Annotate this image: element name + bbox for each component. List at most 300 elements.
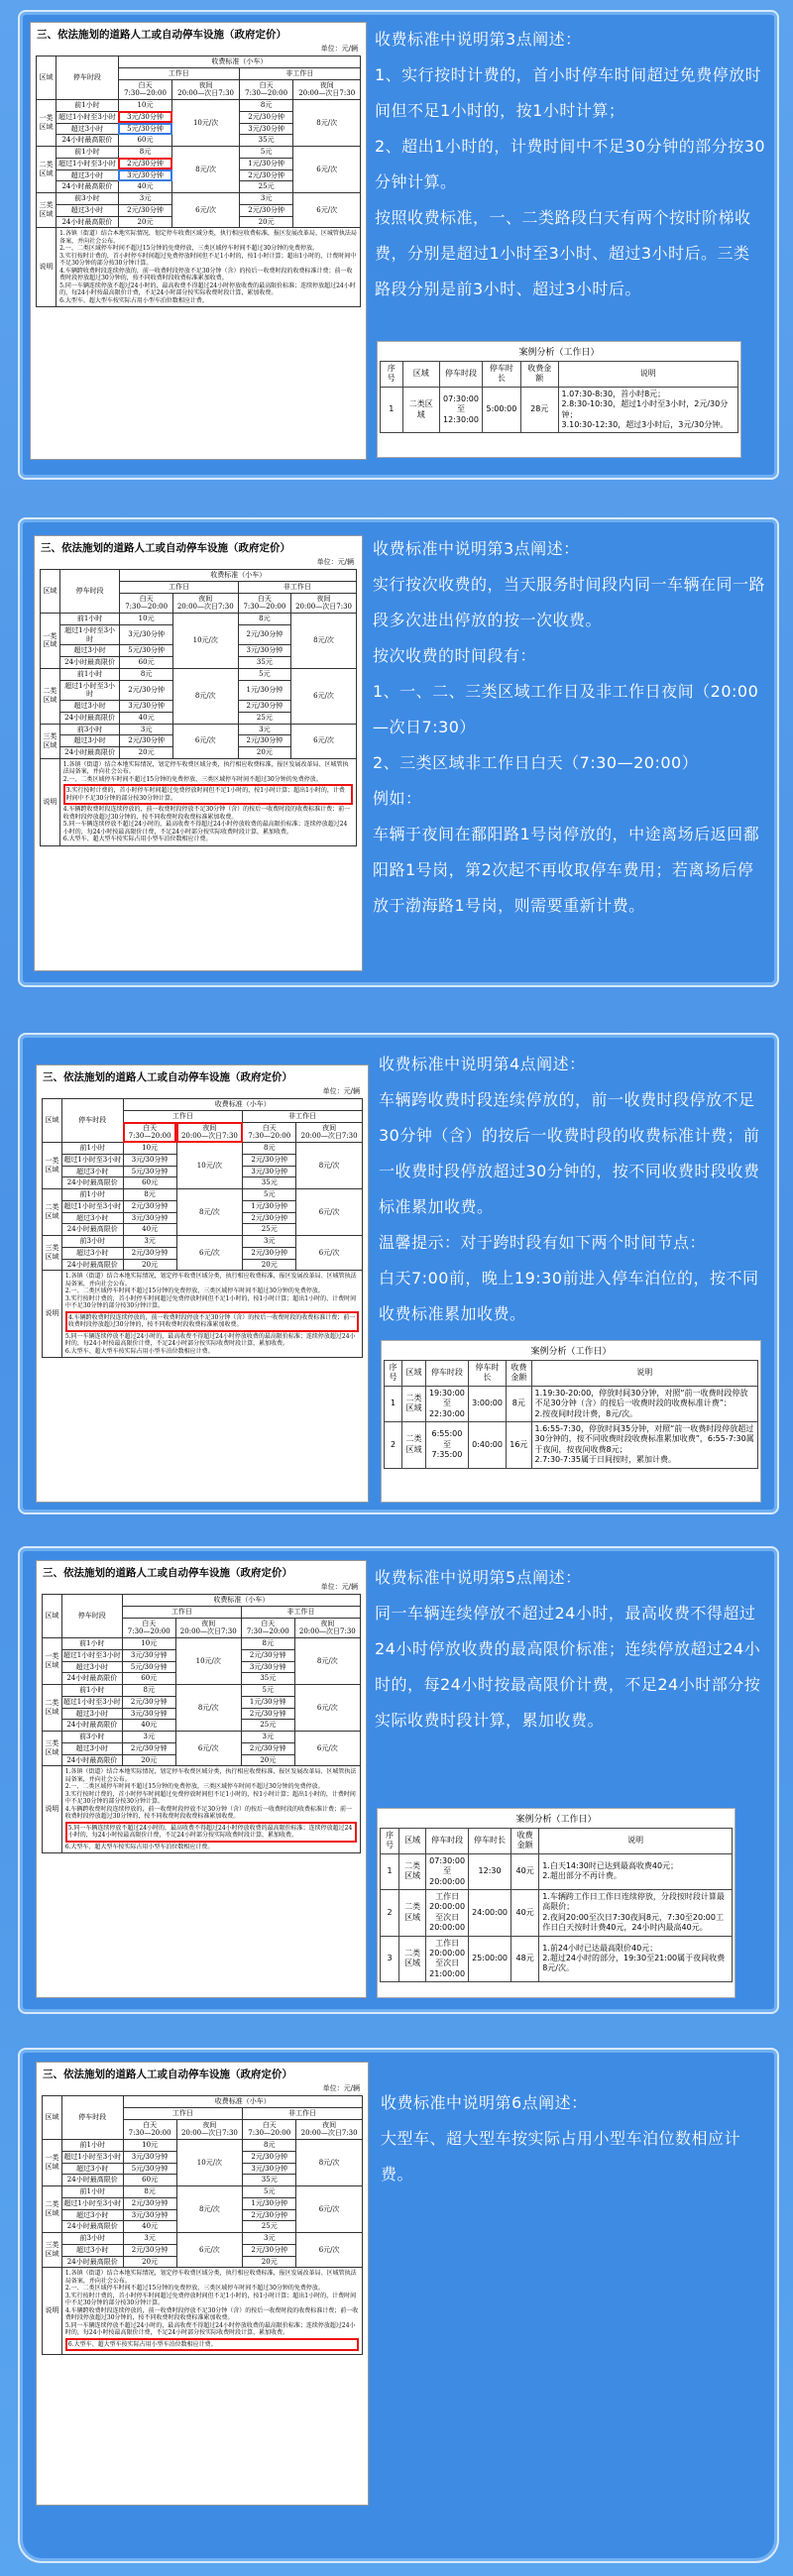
table-cell: 8元/次 xyxy=(296,2140,363,2186)
explanation-heading: 收费标准中说明第6点阐述： xyxy=(381,2093,588,2112)
table-cell: 2元/30分钟 xyxy=(120,735,172,747)
table-cell: 收费标准（小车） xyxy=(122,1595,360,1607)
doc-title: 三、依法施划的道路人工或自动停车设施（政府定价） xyxy=(37,29,286,41)
note-line: 6.大型车、超大型车按实际占用小型车泊位数相应计费。 xyxy=(65,2338,359,2352)
case-cell: 19:30:00 至 22:30:00 xyxy=(425,1386,468,1421)
table-cell: 夜间 20:00—次日7:30 xyxy=(294,1618,360,1638)
case-cell: 二类区域 xyxy=(399,1889,426,1936)
table-cell: 8元 xyxy=(123,2186,176,2198)
table-cell: 40元 xyxy=(120,712,172,724)
table-cell: 区域 xyxy=(43,1099,62,1143)
table-cell: 24小时最高限价 xyxy=(57,135,119,147)
table-cell: 2元/30分钟 xyxy=(123,1247,176,1259)
table-cell: 工作日 xyxy=(123,1110,243,1122)
table-cell: 区域 xyxy=(41,570,60,614)
case-cell: 28元 xyxy=(520,387,558,433)
explanation-text xyxy=(381,2085,767,2192)
table-cell: 说明 xyxy=(43,1271,62,1358)
table-cell: 35元 xyxy=(241,1673,294,1685)
table-cell: 3元/30分钟 xyxy=(123,2209,176,2221)
table-cell: 白天 7:30—20:00 xyxy=(243,2119,296,2140)
table-cell: 20元 xyxy=(120,747,172,759)
case-cell: 二类区域 xyxy=(402,387,440,433)
table-cell: 8元/次 xyxy=(291,614,357,669)
fee-document xyxy=(36,1560,367,1998)
table-cell: 三类区域 xyxy=(41,724,60,758)
table-cell: 停车时段 xyxy=(61,1099,123,1143)
table-cell: 10元/次 xyxy=(175,1638,241,1685)
table-cell: 二类区域 xyxy=(43,1189,62,1236)
table-cell: 超过3小时 xyxy=(61,2244,123,2256)
table-cell: 3元 xyxy=(239,193,293,205)
table-cell: 超过1小时至3小时 xyxy=(61,1696,122,1708)
table-cell: 8元/次 xyxy=(294,1638,360,1685)
table-cell: 2元/30分钟 xyxy=(243,2151,296,2163)
table-cell: 区域 xyxy=(43,1595,62,1638)
table-cell: 10元/次 xyxy=(172,100,240,147)
notes-cell xyxy=(61,1766,360,1853)
table-cell: 前3小时 xyxy=(61,2233,123,2245)
case-cell: 07:30:00 至 20:00:00 xyxy=(426,1853,469,1889)
note-line: 3.实行按时计费的，首小时停车时间超过免费停放时间但不足1小时的，按1小时计算；超出1小时的，计费时间中不足30分钟的部分按30分钟计算。 xyxy=(59,252,357,268)
table-cell: 白天 7:30—20:00 xyxy=(123,2119,176,2140)
explanation-para: 车辆于夜间在鄱阳路1号岗停放的，中途离场后返回鄱阳路1号岗，第2次起不再收取停车费用；若离场后停放于渤海路1号岗，则需要重新计费。 xyxy=(373,825,760,915)
case-header-cell: 停车时长 xyxy=(469,1829,511,1854)
case-cell: 2 xyxy=(381,1889,399,1936)
case-title: 案例分析（工作日） xyxy=(518,348,600,358)
case-cell: 1.07:30-8:30，首小时8元； 2.8:30-10:30，超过1小时至3小时，2元/30分钟； 3.10:30-12:30，超过3小时后，3元/30分钟。 xyxy=(558,387,737,433)
table-cell: 2元/30分钟 xyxy=(241,1742,294,1754)
table-cell: 25元 xyxy=(243,1224,296,1236)
note-line: 6.大型车、超大型车按实际占用小型车泊位数相应计费。 xyxy=(59,296,208,304)
table-cell: 3元/30分钟 xyxy=(238,645,290,657)
note-line: 5.同一车辆连续停放不超过24小时的，最高收费不得超过24小时停放收费的最高限价标准；连续停放超过24小时的，每24小时按最高限价计费，不足24小时部分按实际收费时段计算，累加收费。 xyxy=(65,1822,357,1843)
table-cell: 24小时最高限价 xyxy=(61,1720,122,1732)
table-cell: 5元 xyxy=(238,668,290,680)
table-cell: 2元/30分钟 xyxy=(118,204,172,216)
table-cell: 10元 xyxy=(120,614,172,625)
case-cell: 1.前24小时已达最高限价40元； 2.超过24小时的部分，19:30至21:00属于夜间收费8元/次。 xyxy=(539,1936,733,1982)
table-cell: 10元 xyxy=(123,2140,176,2152)
table-cell: 5元 xyxy=(239,147,293,159)
table-cell: 8元/次 xyxy=(172,668,238,724)
explanation-para: 实行按次收费的，当天服务时间段内同一车辆在同一路段多次进出停放的按一次收费。 xyxy=(373,575,766,629)
case-header-cell: 收费金额 xyxy=(507,1361,531,1387)
table-cell: 6元/次 xyxy=(296,2233,363,2268)
case-cell: 0:40:00 xyxy=(468,1421,506,1468)
table-cell: 8元 xyxy=(241,1638,294,1650)
table-cell: 10元 xyxy=(122,1638,175,1650)
case-header-cell: 停车时段 xyxy=(425,1361,468,1387)
table-cell: 2元/30分钟 xyxy=(123,2244,176,2256)
notes-cell xyxy=(59,758,356,845)
table-cell: 35元 xyxy=(238,657,290,669)
table-cell: 60元 xyxy=(123,1177,176,1189)
explanation-para: 按次收费的时间段有： xyxy=(373,646,537,665)
table-cell: 超过3小时 xyxy=(57,169,119,181)
table-cell: 收费标准（小车） xyxy=(123,2096,362,2108)
case-cell: 1.19:30-20:00，停放时间30分钟，对照“前一收费时段停放不足30分钟（含）的按后一收费时段的收费标准计费”； 2.按夜间时段计费，8元/次。 xyxy=(531,1386,757,1421)
table-cell: 超过1小时至3小时 xyxy=(61,1649,122,1661)
table-cell: 24小时最高限价 xyxy=(61,2221,123,2233)
table-cell: 前1小时 xyxy=(61,1685,122,1697)
note-line: 5.同一车辆连续停放不超过24小时的，最高收费不得超过24小时停放收费的最高限价标准；连续停放超过24小时的，每24小时按最高限价计费，不足24小时部分按实际收费时段计算，累加收费。 xyxy=(64,2321,356,2337)
case-cell: 24:00:00 xyxy=(469,1889,511,1936)
note-line: 6.大型车、超大型车按实际占用小型车泊位数相应计费。 xyxy=(62,836,212,843)
case-cell: 16元 xyxy=(507,1421,531,1468)
case-table xyxy=(380,1828,733,1982)
case-title: 案例分析（工作日） xyxy=(530,1347,612,1357)
table-cell: 6元/次 xyxy=(176,1236,243,1271)
doc-unit: 单位：元/辆 xyxy=(316,558,354,566)
note-line: 2.一、二类区域停车时间不超过15分钟的免费停放，三类区域停车时间不超过30分钟的免费停放。 xyxy=(64,2285,324,2293)
table-cell: 6元/次 xyxy=(176,2233,243,2268)
case-header-cell: 收费金额 xyxy=(520,362,558,388)
doc-title: 三、依法施划的道路人工或自动停车设施（政府定价） xyxy=(41,542,290,554)
table-cell: 20元 xyxy=(238,747,290,759)
table-cell: 20元 xyxy=(243,1259,296,1271)
table-cell: 前1小时 xyxy=(61,1638,122,1650)
note-line: 2.一、二类区域停车时间不超过15分钟的免费停放，三类区域停车时间不超过30分钟的免费停放。 xyxy=(62,775,322,783)
table-cell: 3元/30分钟 xyxy=(118,111,172,123)
note-line: 4.车辆跨收费时段连续停放的，前一收费时段停放不足30分钟（含）的按后一收费时段的收费标准计费；前一收费时段停放超过30分钟的，按不同收费时段收费标准累加收费。 xyxy=(59,267,353,282)
table-cell: 3元/30分钟 xyxy=(239,123,293,135)
table-cell: 8元/次 xyxy=(176,2186,243,2233)
table-cell: 20元 xyxy=(118,216,172,228)
case-cell: 07:30:00 至 12:30:00 xyxy=(440,387,483,433)
table-cell: 前1小时 xyxy=(61,2140,123,2152)
table-cell: 超过3小时 xyxy=(61,1166,123,1177)
table-cell: 白天 7:30—20:00 xyxy=(123,1122,176,1143)
table-cell: 24小时最高限价 xyxy=(59,747,120,759)
table-cell: 2元/30分钟 xyxy=(239,111,293,123)
case-cell: 工作日 20:00:00 至次日 21:00:00 xyxy=(426,1936,469,1982)
table-cell: 停车时段 xyxy=(57,56,119,100)
table-cell: 5元/30分钟 xyxy=(123,2163,176,2175)
case-header-cell: 区域 xyxy=(402,362,440,388)
table-cell: 超过1小时至3小时 xyxy=(57,111,119,123)
table-cell: 1元/30分钟 xyxy=(243,2197,296,2209)
table-cell: 收费标准（小车） xyxy=(118,56,360,68)
panel-note-6 xyxy=(18,2048,779,2563)
table-cell: 24小时最高限价 xyxy=(59,657,120,669)
table-cell: 60元 xyxy=(118,135,172,147)
case-cell: 二类区域 xyxy=(399,1853,426,1889)
table-cell: 3元 xyxy=(241,1732,294,1743)
table-cell: 2元/30分钟 xyxy=(241,1708,294,1720)
explanation-para: 1、一、二、三类区域工作日及非工作日夜间（20:00—次日7:30） xyxy=(373,682,759,736)
table-cell: 3元/30分钟 xyxy=(241,1661,294,1673)
case-title: 案例分析（工作日） xyxy=(515,1815,597,1825)
case-header-cell: 说明 xyxy=(531,1361,757,1387)
table-cell: 6元/次 xyxy=(291,724,357,758)
table-cell: 二类区域 xyxy=(41,668,60,724)
explanation-heading: 收费标准中说明第3点阐述： xyxy=(373,539,580,558)
fee-document xyxy=(36,1064,369,1503)
explanation-para: 车辆跨收费时段连续停放的，前一收费时段停放不足30分钟（含）的按后一收费时段的收费标准计费；前一收费时段停放超过30分钟的，按不同收费时段收费标准累加收费。 xyxy=(379,1090,760,1216)
table-cell: 3元/30分钟 xyxy=(122,1649,175,1661)
table-cell: 夜间 20:00—次日7:30 xyxy=(293,79,361,100)
table-cell: 超过3小时 xyxy=(57,204,119,216)
table-cell: 超过1小时至3小时 xyxy=(59,680,120,701)
table-cell: 超过1小时至3小时 xyxy=(61,2197,123,2209)
table-cell: 25元 xyxy=(243,2221,296,2233)
table-cell: 25元 xyxy=(239,181,293,193)
table-cell: 2元/30分钟 xyxy=(239,204,293,216)
table-cell: 8元/次 xyxy=(296,1143,363,1189)
case-cell: 40元 xyxy=(511,1889,539,1936)
case-header-cell: 停车时长 xyxy=(482,362,520,388)
table-cell: 24小时最高限价 xyxy=(61,2175,123,2186)
table-cell: 工作日 xyxy=(123,2107,243,2119)
table-cell: 夜间 20:00—次日7:30 xyxy=(175,1618,241,1638)
table-cell: 前1小时 xyxy=(59,668,120,680)
explanation-text xyxy=(373,531,769,924)
table-cell: 3元/30分钟 xyxy=(120,624,172,645)
table-cell: 40元 xyxy=(122,1720,175,1732)
table-cell: 24小时最高限价 xyxy=(61,2256,123,2268)
table-cell: 前1小时 xyxy=(57,100,119,112)
table-cell: 6元/次 xyxy=(293,193,361,228)
table-cell: 白天 7:30—20:00 xyxy=(120,593,172,614)
table-cell: 10元/次 xyxy=(176,1143,243,1189)
explanation-heading: 收费标准中说明第4点阐述： xyxy=(379,1055,586,1073)
table-cell: 非工作日 xyxy=(239,67,360,79)
table-cell: 2元/30分钟 xyxy=(243,1154,296,1166)
note-line: 3.实行按时计费的，首小时停车时间超过免费停放时间但不足1小时的，按1小时计算；超出1小时的，计费时间中不足30分钟的部分按30分钟计算。 xyxy=(64,2292,357,2307)
explanation-para: 按照收费标准，一、二类路段白天有两个按时阶梯收费，分别是超过1小时至3小时、超过3小时后。三类路段分别是前3小时、超过3小时后。 xyxy=(375,208,751,298)
table-cell: 前3小时 xyxy=(57,193,119,205)
table-cell: 三类区域 xyxy=(43,1236,62,1271)
table-cell: 10元/次 xyxy=(172,614,238,669)
note-line: 4.车辆跨收费时段连续停放的，前一收费时段停放不足30分钟（含）的按后一收费时段的收费标准计费；前一收费时段停放超过30分钟的，按不同收费时段收费标准累加收费。 xyxy=(65,1311,359,1332)
table-cell: 3元/30分钟 xyxy=(243,1166,296,1177)
note-line: 6.大型车、超大型车按实际占用小型车泊位数相应计费。 xyxy=(64,1843,214,1850)
table-cell: 1元/30分钟 xyxy=(243,1200,296,1212)
table-cell: 夜间 20:00—次日7:30 xyxy=(291,593,357,614)
case-cell: 二类区域 xyxy=(401,1386,425,1421)
table-cell: 超过3小时 xyxy=(61,1661,122,1673)
table-cell: 工作日 xyxy=(118,67,239,79)
table-cell: 超过3小时 xyxy=(61,1247,123,1259)
table-cell: 一类区域 xyxy=(43,1638,62,1685)
table-cell: 非工作日 xyxy=(238,581,356,593)
case-header-cell: 停车时段 xyxy=(426,1829,469,1854)
explanation-para: 1、实行按时计费的，首小时停车时间超过免费停放时间但不足1小时的，按1小时计算； xyxy=(375,65,762,120)
doc-title: 三、依法施划的道路人工或自动停车设施（政府定价） xyxy=(43,1071,292,1083)
note-line: 5.同一车辆连续停放不超过24小时的，最高收费不得超过24小时停放收费的最高限价标准；连续停放超过24小时的，每24小时按最高限价计费，不足24小时部分按实际收费时段计算，累加收费。 xyxy=(59,281,356,297)
table-cell: 24小时最高限价 xyxy=(57,216,119,228)
note-line: 4.车辆跨收费时段连续停放的，前一收费时段停放不足30分钟（含）的按后一收费时段的收费标准计费；前一收费时段停放超过30分钟的，按不同收费时段收费标准累加收费。 xyxy=(64,1805,353,1821)
table-cell: 40元 xyxy=(123,2221,176,2233)
doc-unit: 单位：元/辆 xyxy=(320,1583,358,1591)
table-cell: 6元/次 xyxy=(172,193,240,228)
table-cell: 2元/30分钟 xyxy=(120,680,172,701)
table-cell: 收费标准（小车） xyxy=(120,570,357,582)
table-cell: 非工作日 xyxy=(243,1110,363,1122)
case-cell: 1.6:55-7:30，停放时间35分钟，对照“前一收费时段停放超过30分钟的，按不同收费时段收费标准累加收费”，6:55-7:30属于夜间，按夜间收费8元； 2.7:30-7:35属于日间按时，累加计费。 xyxy=(531,1421,757,1468)
table-cell: 2元/30分钟 xyxy=(241,1649,294,1661)
table-cell: 5元 xyxy=(243,2186,296,2198)
table-cell: 20元 xyxy=(241,1754,294,1766)
table-cell: 8元/次 xyxy=(293,100,361,147)
table-cell: 2元/30分钟 xyxy=(238,701,290,713)
table-cell: 25元 xyxy=(238,712,290,724)
doc-unit: 单位：元/辆 xyxy=(322,2084,360,2092)
table-cell: 非工作日 xyxy=(241,1606,360,1618)
panel-note-4 xyxy=(18,1033,779,1514)
case-cell: 3 xyxy=(381,1936,399,1982)
table-cell: 二类区域 xyxy=(43,1685,62,1732)
table-cell: 3元/30分钟 xyxy=(120,701,172,713)
table-cell: 5元/30分钟 xyxy=(123,1166,176,1177)
table-cell: 5元 xyxy=(243,1189,296,1201)
table-cell: 工作日 xyxy=(120,581,238,593)
table-cell: 35元 xyxy=(239,135,293,147)
table-cell: 5元/30分钟 xyxy=(118,123,172,135)
table-cell: 前1小时 xyxy=(59,614,120,625)
table-cell: 1元/30分钟 xyxy=(238,680,290,701)
table-cell: 超过1小时至3小时 xyxy=(61,1154,123,1166)
table-cell: 说明 xyxy=(43,1766,62,1853)
table-cell: 夜间 20:00—次日7:30 xyxy=(172,79,240,100)
table-cell: 3元 xyxy=(243,1236,296,1248)
explanation-para: 2、超出1小时的，计费时间中不足30分钟的部分按30分钟计算。 xyxy=(375,137,766,191)
explanation-para: 大型车、超大型车按实际占用小型车泊位数相应计费。 xyxy=(381,2129,741,2184)
table-cell: 停车时段 xyxy=(61,2096,123,2140)
table-cell: 前3小时 xyxy=(61,1732,122,1743)
table-cell: 35元 xyxy=(243,2175,296,2186)
table-cell: 三类区域 xyxy=(43,1732,62,1766)
table-cell: 20元 xyxy=(239,216,293,228)
table-cell: 1元/30分钟 xyxy=(239,158,293,169)
note-line: 2.一、二类区域停车时间不超过15分钟的免费停放，三类区域停车时间不超过30分钟的免费停放。 xyxy=(59,245,319,253)
case-header-cell: 收费金额 xyxy=(511,1829,539,1854)
table-cell: 6元/次 xyxy=(293,147,361,193)
explanation-para: 2、三类区域非工作日白天（7:30—20:00） xyxy=(373,753,699,772)
table-cell: 区域 xyxy=(37,56,57,100)
table-cell: 8元 xyxy=(120,668,172,680)
note-line: 3.实行按时计费的，首小时停车时间超过免费停放时间但不足1小时的，按1小时计算；超出1小时的，计费时间中不足30分钟的部分按30分钟计算。 xyxy=(64,1790,356,1806)
table-cell: 25元 xyxy=(241,1720,294,1732)
table-cell: 夜间 20:00—次日7:30 xyxy=(296,1122,363,1143)
table-cell: 2元/30分钟 xyxy=(243,1247,296,1259)
table-cell: 一类区域 xyxy=(43,2140,62,2186)
table-cell: 6元/次 xyxy=(175,1732,241,1766)
table-cell: 2元/30分钟 xyxy=(243,2209,296,2221)
case-cell: 1.白天14:30时已达到最高收费40元； 2.超出部分不再计费。 xyxy=(539,1853,733,1889)
case-header-cell: 停车时段 xyxy=(440,362,483,388)
doc-title: 三、依法施划的道路人工或自动停车设施（政府定价） xyxy=(43,2069,292,2080)
notes-cell xyxy=(57,228,361,307)
note-line: 2.一、二类区域停车时间不超过15分钟的免费停放，三类区域停车时间不超过30分钟的免费停放。 xyxy=(64,1288,324,1295)
table-cell: 二类区域 xyxy=(43,2186,62,2233)
explanation-heading: 收费标准中说明第3点阐述： xyxy=(375,30,582,49)
table-cell: 2元/30分钟 xyxy=(243,1212,296,1224)
table-cell: 说明 xyxy=(43,2268,62,2355)
case-cell: 二类区域 xyxy=(401,1421,425,1468)
note-line: 6.大型车、超大型车按实际占用小型车泊位数相应计费。 xyxy=(64,1347,214,1355)
table-cell: 20元 xyxy=(123,2256,176,2268)
explanation-para: 例如： xyxy=(373,789,422,808)
table-cell: 夜间 20:00—次日7:30 xyxy=(172,593,238,614)
case-header-cell: 说明 xyxy=(539,1829,733,1854)
table-cell: 一类区域 xyxy=(41,614,60,669)
table-cell: 白天 7:30—20:00 xyxy=(241,1618,294,1638)
case-cell: 工作日 20:00:00 至次日 20:00:00 xyxy=(426,1889,469,1936)
case-cell: 2 xyxy=(385,1421,402,1468)
table-cell: 前3小时 xyxy=(61,1236,123,1248)
table-cell: 6元/次 xyxy=(294,1732,360,1766)
note-line: 4.车辆跨收费时段连续停放的，前一收费时段停放不足30分钟（含）的按后一收费时段的收费标准计费；前一收费时段停放超过30分钟的，按不同收费时段收费标准累加收费。 xyxy=(62,806,351,821)
case-header-cell: 区域 xyxy=(401,1361,425,1387)
table-cell: 非工作日 xyxy=(243,2107,363,2119)
table-cell: 超过1小时至3小时 xyxy=(57,158,119,169)
table-cell: 6元/次 xyxy=(294,1685,360,1732)
fee-document xyxy=(30,22,367,460)
table-cell: 40元 xyxy=(123,1224,176,1236)
table-cell: 超过3小时 xyxy=(61,1708,122,1720)
table-cell: 40元 xyxy=(118,181,172,193)
table-cell: 8元 xyxy=(122,1685,175,1697)
table-cell: 3元/30分钟 xyxy=(123,1212,176,1224)
table-cell: 前3小时 xyxy=(59,724,120,735)
table-cell: 8元/次 xyxy=(175,1685,241,1732)
fee-table xyxy=(40,569,357,846)
table-cell: 二类区域 xyxy=(37,147,57,193)
table-cell: 停车时段 xyxy=(59,570,120,614)
table-cell: 3元/30分钟 xyxy=(243,2163,296,2175)
panel-note-5 xyxy=(18,1546,779,2014)
table-cell: 24小时最高限价 xyxy=(61,1177,123,1189)
case-header-cell: 序号 xyxy=(381,1829,399,1854)
case-header-cell: 区域 xyxy=(399,1829,426,1854)
table-cell: 超过1小时至3小时 xyxy=(61,2151,123,2163)
case-cell: 6:55:00 至 7:35:00 xyxy=(425,1421,468,1468)
table-cell: 8元 xyxy=(123,1189,176,1201)
table-cell: 2元/30分钟 xyxy=(239,169,293,181)
table-cell: 超过1小时至3小时 xyxy=(59,624,120,645)
case-cell: 48元 xyxy=(511,1936,539,1982)
case-table xyxy=(380,361,738,433)
table-cell: 20元 xyxy=(123,1259,176,1271)
case-cell: 1.车辆跨工作日工作日连续停放，分段按时段计算最高限价； 2.夜间20:00至次日7:30夜间8元，7:30至20:00工作日白天按时计费40元，24小时内最高40元。 xyxy=(539,1889,733,1936)
explanation-para: 温馨提示：对于跨时段有如下两个时间节点： xyxy=(379,1233,707,1252)
table-cell: 6元/次 xyxy=(296,1189,363,1236)
table-cell: 3元/30分钟 xyxy=(123,1154,176,1166)
case-cell: 1 xyxy=(381,1853,399,1889)
table-cell: 一类区域 xyxy=(37,100,57,147)
table-cell: 停车时段 xyxy=(61,1595,122,1638)
table-cell: 前1小时 xyxy=(57,147,119,159)
case-header-cell: 说明 xyxy=(558,362,737,388)
table-cell: 8元 xyxy=(243,2140,296,2152)
table-cell: 6元/次 xyxy=(291,668,357,724)
case-table-box xyxy=(377,1808,736,1998)
table-cell: 白天 7:30—20:00 xyxy=(243,1122,296,1143)
table-cell: 20元 xyxy=(122,1754,175,1766)
explanation-text xyxy=(379,1047,767,1332)
table-cell: 夜间 20:00—次日7:30 xyxy=(176,1122,243,1143)
panel-note-3-time xyxy=(18,10,779,480)
table-cell: 2元/30分钟 xyxy=(123,1200,176,1212)
explanation-text xyxy=(375,22,766,307)
table-cell: 2元/30分钟 xyxy=(238,735,290,747)
explanation-heading: 收费标准中说明第5点阐述： xyxy=(375,1568,582,1587)
table-cell: 一类区域 xyxy=(43,1143,62,1189)
fee-document xyxy=(34,535,363,971)
panel-note-3-count xyxy=(18,517,779,987)
